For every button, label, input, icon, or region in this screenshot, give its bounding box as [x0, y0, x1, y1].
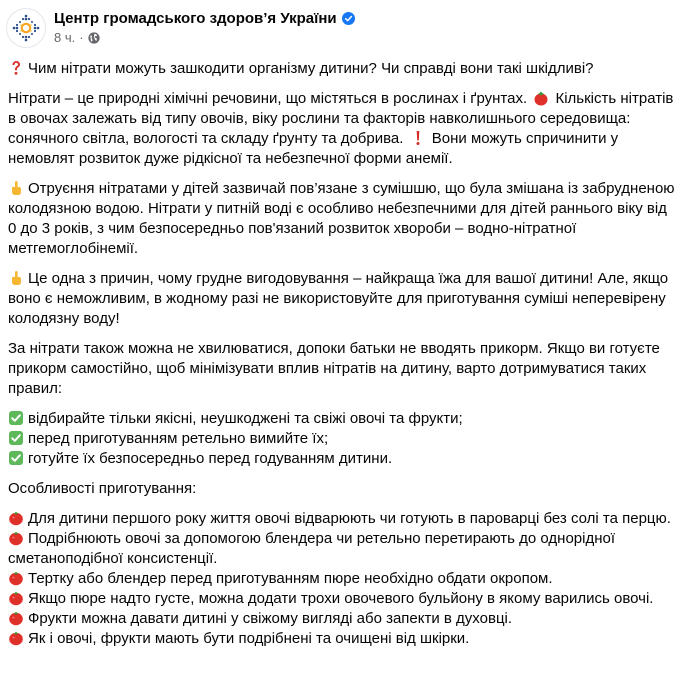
prep-heading: Особливості приготування: — [8, 480, 197, 497]
green-checkmark-icon — [8, 430, 24, 446]
tomato-icon — [8, 510, 24, 526]
tomato-icon — [8, 610, 24, 626]
prep-list — [8, 509, 678, 649]
prep-item: Тертку або блендер перед приготуванням пюре необхідно обдати окропом. — [8, 569, 678, 589]
rule-item: готуйте їх безпосередньо перед годуванням дитини. — [8, 449, 678, 469]
paragraph-complementary-food: За нітрати також можна не хвилюватися, допоки батьки не вводять прикорм. Якщо ви готуєте прикорм самостійно, щоб мінімізувати вплив нітратів на дитину, варто дотримуватися таких правил: — [8, 340, 660, 397]
red-exclamation-icon — [410, 130, 426, 146]
tomato-icon — [8, 590, 24, 606]
verified-badge-icon — [342, 12, 355, 25]
pointing-up-hand-icon — [8, 270, 24, 286]
page-name-link[interactable]: Центр громадського здоров’я України — [54, 10, 337, 27]
paragraph-poisoning: Отруєння нітратами у дітей зазвичай пов’язане з сумішшю, що була змішана із забрудненою колодязною водою. Нітрати у питній воді є особливо небезпечними для дітей раннього віку від 0 до 3 років, з чим безпосередньо пов'язаний розвиток хвороби – водно-нітратної метгемоглобінемії. — [8, 180, 675, 257]
post-body — [8, 59, 678, 659]
globe-icon[interactable] — [88, 32, 100, 44]
tomato-icon — [8, 630, 24, 646]
phc-logo-icon — [11, 13, 41, 43]
post-header — [6, 6, 355, 50]
meta-separator: · — [79, 30, 84, 45]
prep-item: Як і овочі, фрукти мають бути подрібнені та очищені від шкірки. — [8, 629, 678, 649]
green-checkmark-icon — [8, 450, 24, 466]
paragraph-breastfeeding: Це одна з причин, чому грудне вигодовування – найкраща їжа для вашої дитини! Але, якщо воно є неможливим, в жодному разі не використовуйте для приготування суміші неперевірену колодязну воду! — [8, 270, 669, 327]
red-question-mark-icon — [8, 60, 24, 76]
rule-item: відбирайте тільки якісні, неушкоджені та свіжі овочі та фрукти; — [8, 409, 678, 429]
tomato-icon — [8, 530, 24, 546]
prep-item: Подрібнюють овочі за допомогою блендера чи ретельно перетирають до однорідної сметаноподібної консистенції. — [8, 530, 616, 567]
prep-item: Якщо пюре надто густе, можна додати трохи овочевого бульйону в якому варились овочі. — [8, 589, 678, 609]
tomato-icon — [8, 570, 24, 586]
rules-list — [8, 409, 678, 469]
pointing-up-hand-icon — [8, 180, 24, 196]
prep-item: Фрукти можна давати дитині у свіжому вигляді або запекти в духовці. — [8, 609, 678, 629]
tomato-icon — [533, 90, 549, 106]
page-avatar[interactable] — [6, 8, 46, 48]
rule-item: перед приготуванням ретельно вимийте їх; — [8, 429, 678, 449]
prep-item: Для дитини першого року життя овочі відварюють чи готують в пароварці без солі та перцю. — [8, 509, 678, 529]
intro-question: Чим нітрати можуть зашкодити організму дитини? Чи справді вони такі шкідливі? — [8, 59, 678, 79]
paragraph-nitrates-intro: Нітрати – це природні хімічні речовини, що містяться в рослинах і ґрунтах. Кількість нітратів в овочах залежать від типу овочів, віку рослини та факторів навколишнього середовища: сонячного світла, вологості та складу ґрунту та добрива. Вони можуть спричинити у немовлят розвиток дуже рідкісної та небезпечної форми анемії. — [8, 90, 674, 167]
green-checkmark-icon — [8, 410, 24, 426]
post-timestamp[interactable]: 8 ч. — [54, 30, 76, 45]
